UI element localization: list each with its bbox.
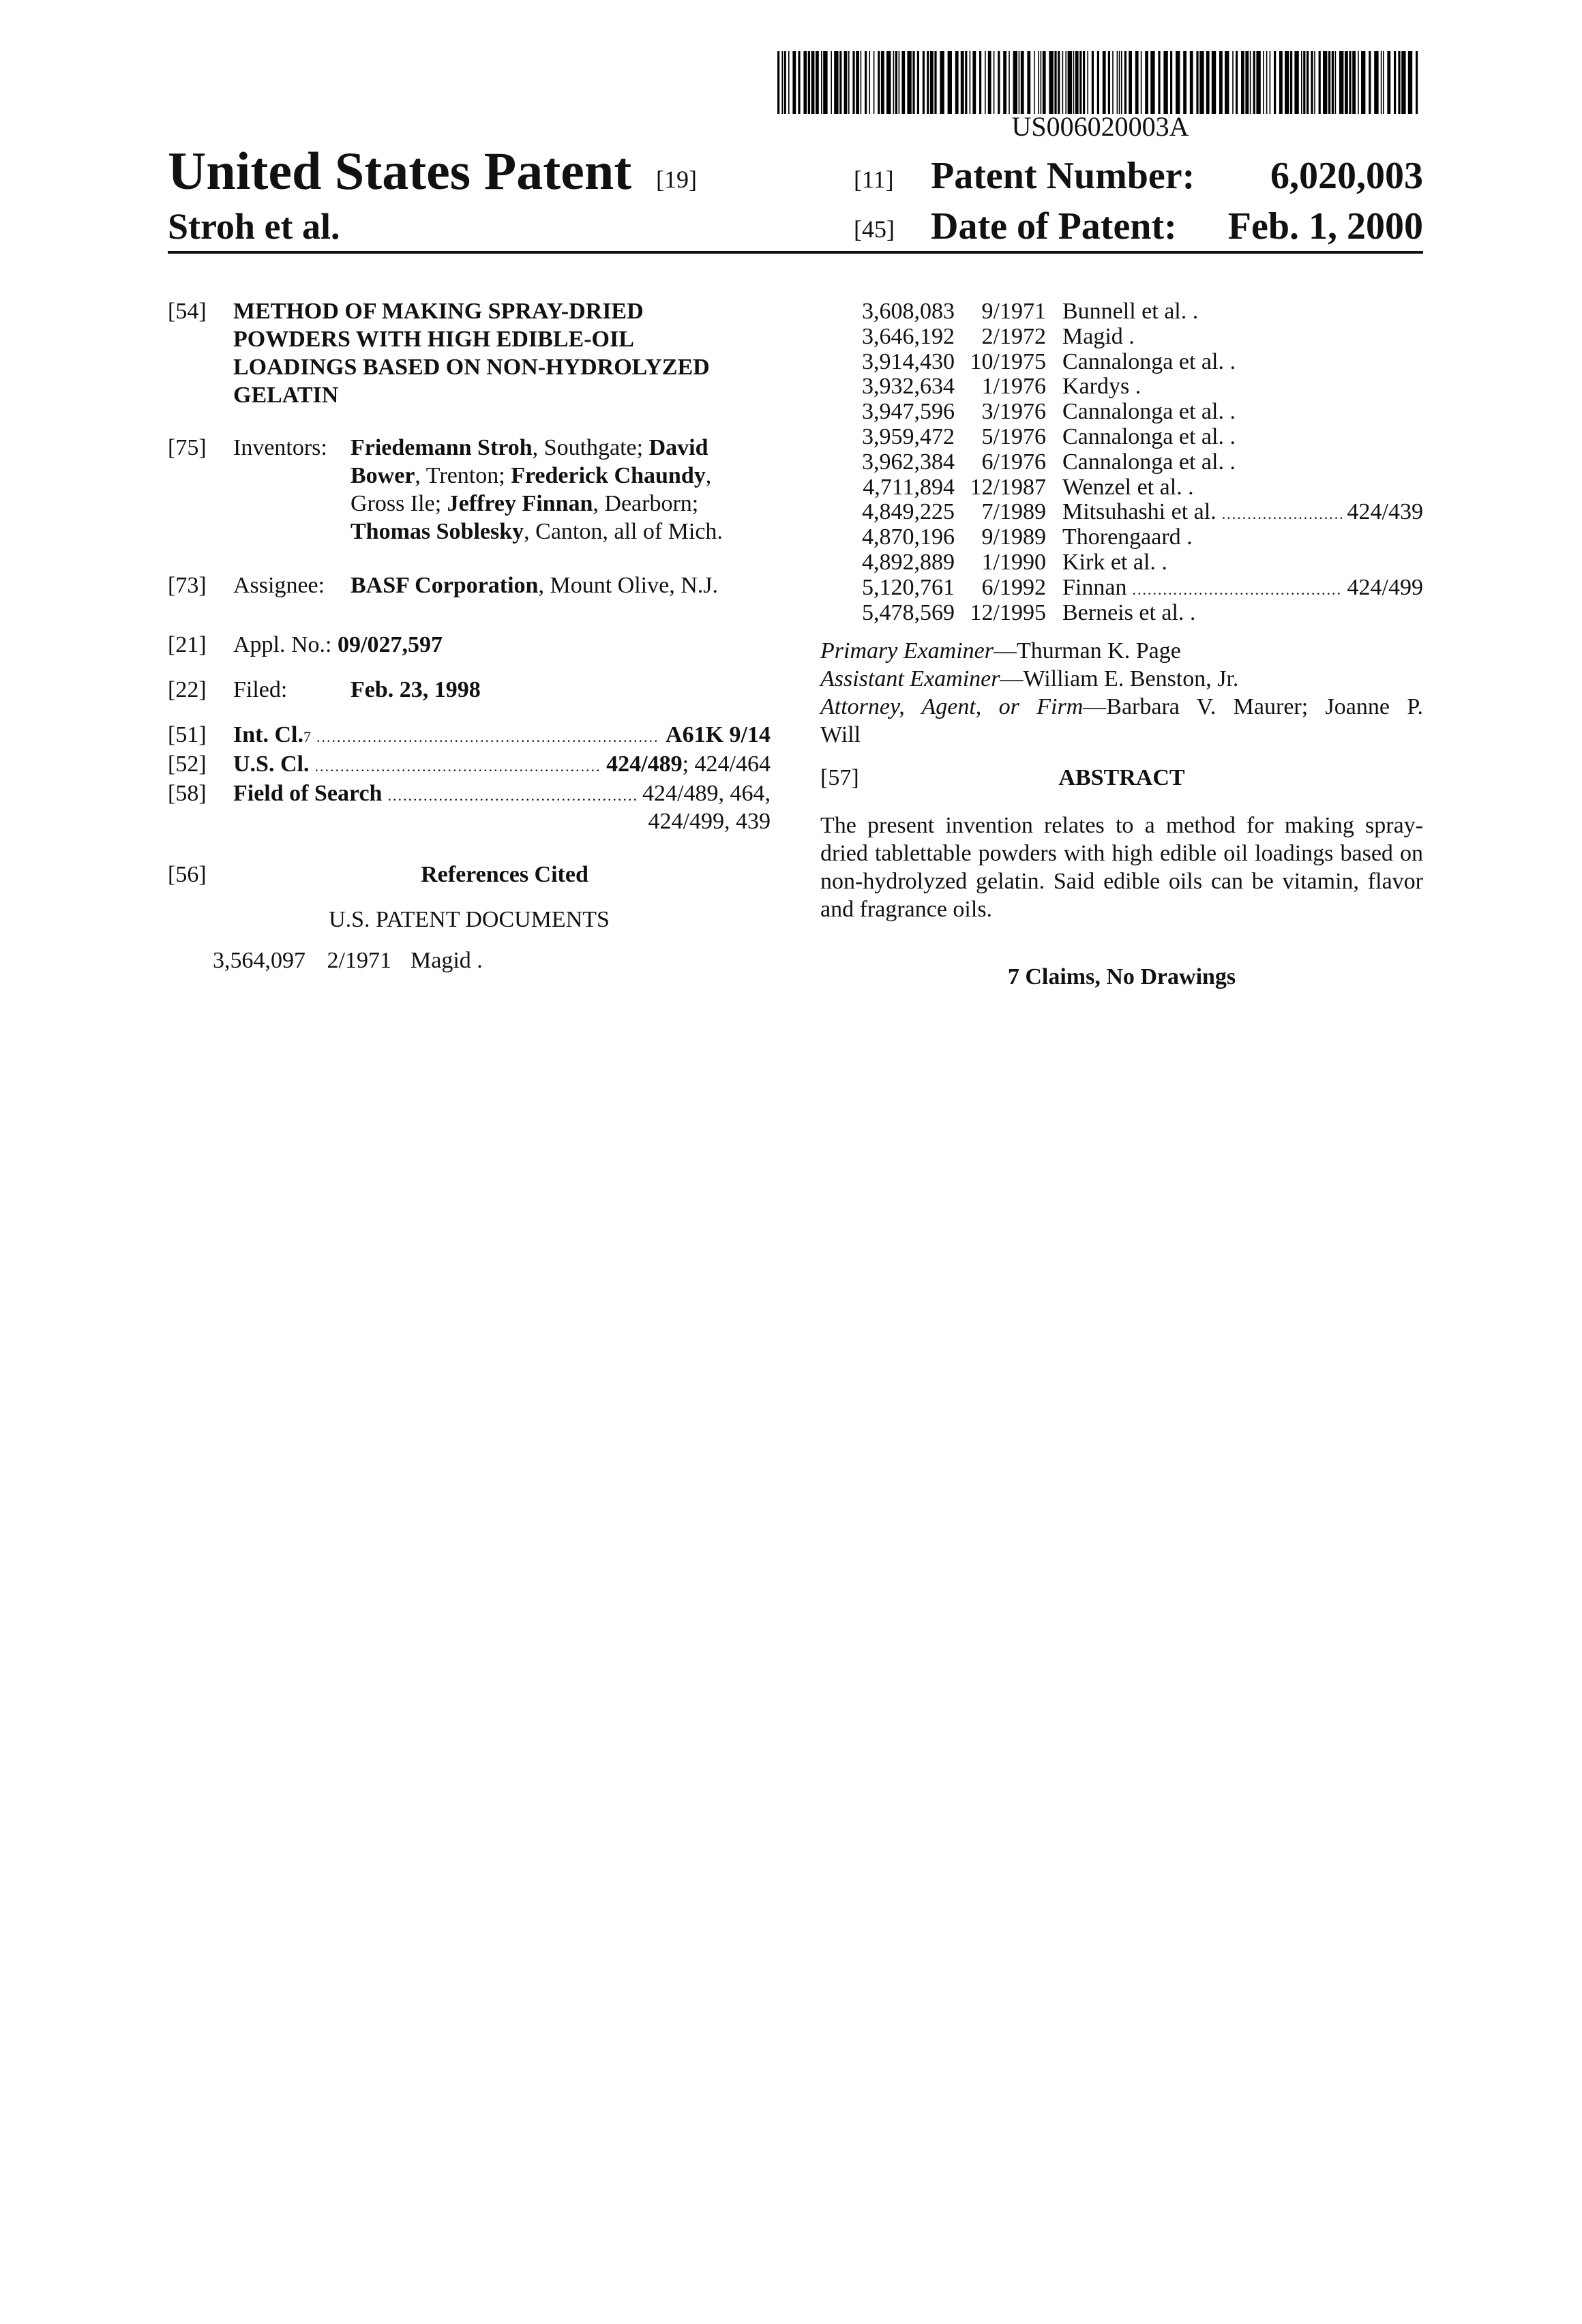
reference-row bbox=[820, 523, 1423, 548]
barcode-bar bbox=[1087, 51, 1088, 114]
invention-title bbox=[233, 297, 771, 409]
abstract-heading: ABSTRACT bbox=[968, 764, 1275, 792]
barcode-bar bbox=[861, 51, 862, 114]
assignee bbox=[350, 571, 718, 599]
reference-number: 4,892,889 bbox=[862, 548, 955, 576]
barcode-bar bbox=[1263, 51, 1264, 114]
barcode-bar bbox=[1290, 51, 1292, 114]
barcode-bar bbox=[970, 51, 971, 114]
barcode-bar bbox=[1054, 51, 1056, 114]
reference-name: Cannalonga et al. . bbox=[1062, 398, 1236, 426]
reference-row bbox=[820, 398, 1423, 423]
title-line: POWDERS WITH HIGH EDIBLE-OIL bbox=[233, 325, 771, 353]
reference-row bbox=[820, 297, 1423, 323]
reference-row bbox=[168, 947, 771, 974]
reference-row bbox=[820, 423, 1423, 448]
reference-date: 7/1989 bbox=[982, 498, 1046, 526]
appl-number: 09/027,597 bbox=[338, 632, 443, 657]
barcode-bar bbox=[934, 51, 936, 114]
reference-date: 6/1976 bbox=[982, 448, 1046, 476]
reference-date: 6/1992 bbox=[982, 573, 1046, 601]
title-line: METHOD OF MAKING SPRAY-DRIED bbox=[233, 297, 771, 325]
barcode-bar bbox=[893, 51, 895, 114]
inventor-name: Thomas Soblesky bbox=[350, 519, 524, 544]
assistant-examiner bbox=[820, 665, 1238, 693]
barcode-bar bbox=[1170, 51, 1172, 114]
barcode-bar bbox=[1199, 51, 1204, 114]
barcode-bar bbox=[1345, 51, 1348, 114]
barcode-bar bbox=[1073, 51, 1075, 114]
barcode-bar bbox=[803, 51, 807, 114]
reference-row bbox=[820, 498, 1423, 523]
reference-name: Cannalonga et al. . bbox=[1062, 423, 1236, 451]
barcode-bar bbox=[874, 51, 875, 114]
reference-row bbox=[820, 548, 1423, 573]
intcl-label: Int. Cl. bbox=[233, 721, 303, 749]
barcode-bar bbox=[1245, 51, 1249, 114]
claims-summary: 7 Claims, No Drawings bbox=[820, 963, 1423, 991]
inventors-list bbox=[350, 434, 723, 546]
reference-name: Berneis et al. . bbox=[1062, 599, 1195, 627]
inventors-line bbox=[350, 462, 723, 490]
refs-subheading: U.S. PATENT DOCUMENTS bbox=[168, 906, 771, 934]
barcode-bar bbox=[1065, 51, 1066, 114]
barcode-bar bbox=[1129, 51, 1132, 114]
reference-date: 3/1976 bbox=[982, 398, 1046, 426]
barcode-bar bbox=[1041, 51, 1042, 114]
attorney-label: Attorney, Agent, or Firm bbox=[820, 694, 1083, 719]
reference-row bbox=[820, 323, 1423, 348]
barcode-bar bbox=[788, 51, 790, 114]
filed-date: Feb. 23, 1998 bbox=[350, 676, 481, 704]
barcode-bar bbox=[1079, 51, 1081, 114]
reference-name: Bunnell et al. . bbox=[1062, 297, 1198, 325]
barcode-bar bbox=[869, 51, 870, 114]
barcode-bar bbox=[1301, 51, 1302, 114]
barcode-bar bbox=[948, 51, 952, 114]
barcode-bar bbox=[1311, 51, 1313, 114]
barcode-bar bbox=[798, 51, 800, 114]
assignee-name: BASF Corporation bbox=[350, 573, 538, 598]
barcode-bar bbox=[899, 51, 900, 114]
barcode-bar bbox=[1196, 51, 1198, 114]
barcode-bar bbox=[1021, 51, 1024, 114]
reference-date: 5/1976 bbox=[982, 423, 1046, 451]
title-line: GELATIN bbox=[233, 381, 771, 409]
inventor-location: Gross Ile; bbox=[350, 491, 447, 516]
barcode-bar bbox=[1294, 51, 1298, 114]
reference-date: 1/1990 bbox=[982, 548, 1046, 576]
barcode-bar bbox=[792, 51, 796, 114]
reference-row bbox=[820, 348, 1423, 373]
reference-name: Kirk et al. . bbox=[1062, 548, 1167, 576]
barcode-bar bbox=[895, 51, 897, 114]
barcode-bar bbox=[878, 51, 880, 114]
reference-row bbox=[820, 372, 1423, 398]
barcode-bar bbox=[1117, 51, 1118, 114]
uscl-code: [52] bbox=[168, 750, 207, 778]
assignee-label: Assignee: bbox=[233, 571, 325, 599]
reference-name: Kardys . bbox=[1062, 372, 1141, 400]
reference-number: 4,849,225 bbox=[862, 498, 955, 526]
reference-class: 424/499 bbox=[1347, 573, 1423, 601]
barcode-bar bbox=[1332, 51, 1334, 114]
barcode-bar bbox=[907, 51, 911, 114]
barcode-bar bbox=[881, 51, 884, 114]
barcode-bar bbox=[1121, 51, 1122, 114]
barcode-bar bbox=[1124, 51, 1126, 114]
barcode-bar bbox=[1319, 51, 1321, 114]
barcode-bar bbox=[777, 51, 779, 114]
barcode-bar bbox=[1394, 51, 1396, 114]
inventor-name: Jeffrey Finnan bbox=[447, 491, 593, 516]
dot-leader bbox=[387, 781, 637, 809]
attorney bbox=[820, 693, 1423, 721]
inventors-code: [75] bbox=[168, 434, 207, 462]
patent-number-code: [11] bbox=[854, 166, 894, 194]
inventor-name: Friedemann Stroh bbox=[350, 435, 533, 460]
barcode-bar bbox=[994, 51, 995, 114]
appl-field bbox=[233, 631, 443, 659]
barcode-bar bbox=[821, 51, 822, 114]
attorney-name: —Barbara V. Maurer; Joanne P. bbox=[1083, 694, 1423, 719]
reference-name: Cannalonga et al. . bbox=[1062, 348, 1236, 376]
reference-name: Finnan bbox=[1062, 573, 1126, 601]
reference-row bbox=[820, 599, 1423, 624]
barcode-bar bbox=[1075, 51, 1079, 114]
dot-leader bbox=[314, 752, 601, 780]
search-label: Field of Search bbox=[233, 779, 382, 807]
assistant-examiner-name: —William E. Benston, Jr. bbox=[1000, 666, 1238, 691]
barcode-bar bbox=[811, 51, 815, 114]
uscl-value-main: 424/489 bbox=[606, 750, 682, 778]
barcode-bar bbox=[988, 51, 991, 114]
barcode-bar bbox=[1027, 51, 1030, 114]
search-value-2: 424/499, 439 bbox=[233, 807, 771, 835]
inventors-line bbox=[350, 434, 723, 462]
search-field bbox=[233, 779, 771, 809]
reference-number: 3,564,097 bbox=[213, 947, 305, 974]
barcode-bar bbox=[1408, 51, 1412, 114]
search-code: [58] bbox=[168, 779, 207, 807]
barcode-bar bbox=[1374, 51, 1378, 114]
reference-row bbox=[820, 573, 1423, 599]
inventor-location: , Southgate; bbox=[533, 435, 649, 460]
barcode-bar bbox=[955, 51, 959, 114]
barcode-bar bbox=[1083, 51, 1085, 114]
barcode-bar bbox=[1145, 51, 1148, 114]
reference-row bbox=[820, 448, 1423, 473]
barcode-bar bbox=[1141, 51, 1142, 114]
barcode-bar bbox=[923, 51, 925, 114]
abstract-code: [57] bbox=[820, 764, 859, 792]
primary-examiner bbox=[820, 637, 1181, 665]
inventor-location: , bbox=[706, 463, 712, 488]
reference-date: 12/1987 bbox=[970, 473, 1046, 501]
barcode-bar bbox=[1383, 51, 1384, 114]
barcode-bar bbox=[1163, 51, 1167, 114]
barcode-bar bbox=[1335, 51, 1337, 114]
barcode-bar bbox=[1361, 51, 1365, 114]
title-field-code: [54] bbox=[168, 297, 207, 325]
barcode-bar bbox=[1212, 51, 1216, 114]
reference-name: Thorengaard . bbox=[1062, 523, 1193, 551]
uscl-label: U.S. Cl. bbox=[233, 750, 309, 778]
reference-number: 4,711,894 bbox=[863, 473, 955, 501]
patent-number-label: Patent Number: bbox=[931, 154, 1195, 198]
document-title: United States Patent bbox=[168, 140, 631, 202]
intcl-field: Int. Cl. 7 ..... A61K 9/14 bbox=[233, 721, 771, 751]
barcode-bar bbox=[1019, 51, 1020, 114]
barcode-bar bbox=[1398, 51, 1400, 114]
barcode-bar bbox=[816, 51, 819, 114]
barcode-bar bbox=[1349, 51, 1351, 114]
barcode-bar bbox=[1206, 51, 1210, 114]
appl-label: Appl. No.: bbox=[233, 632, 332, 657]
barcode-bar bbox=[831, 51, 832, 114]
date-code: [45] bbox=[854, 215, 895, 243]
assignee-location: , Mount Olive, N.J. bbox=[538, 573, 718, 598]
barcode-bar bbox=[834, 51, 838, 114]
reference-date: 2/1972 bbox=[982, 323, 1046, 351]
barcode-bar bbox=[965, 51, 967, 114]
barcode-bar bbox=[1274, 51, 1276, 114]
refs-code: [56] bbox=[168, 861, 207, 889]
barcode-bar bbox=[1250, 51, 1251, 114]
inventor-name: Bower bbox=[350, 463, 415, 488]
barcode-bar bbox=[1058, 51, 1060, 114]
barcode-bar bbox=[784, 51, 786, 114]
barcode-bar bbox=[961, 51, 964, 114]
barcode-bar bbox=[1285, 51, 1289, 114]
refs-heading: References Cited bbox=[307, 861, 702, 889]
barcode-bar bbox=[808, 51, 810, 114]
reference-date: 9/1971 bbox=[982, 297, 1046, 325]
barcode-bar bbox=[1003, 51, 1006, 114]
reference-date: 10/1975 bbox=[970, 348, 1046, 376]
reference-number: 3,608,083 bbox=[862, 297, 955, 325]
barcode-bar bbox=[839, 51, 841, 114]
barcode-bar bbox=[1241, 51, 1244, 114]
reference-name: Mitsuhashi et al. bbox=[1062, 498, 1217, 526]
barcode-bar bbox=[1225, 51, 1229, 114]
primary-examiner-label: Primary Examiner bbox=[820, 638, 994, 664]
reference-number: 3,962,384 bbox=[862, 448, 955, 476]
barcode-bar bbox=[865, 51, 867, 114]
title-line: LOADINGS BASED ON NON-HYDROLYZED bbox=[233, 353, 771, 381]
barcode-bar bbox=[1256, 51, 1260, 114]
barcode-bar bbox=[1381, 51, 1382, 114]
reference-name: Wenzel et al. . bbox=[1062, 473, 1194, 501]
dot-leader bbox=[316, 723, 660, 751]
uscl-value-rest: ; 424/464 bbox=[683, 750, 771, 778]
reference-number: 5,120,761 bbox=[862, 573, 955, 601]
inventor-name: Frederick Chaundy bbox=[511, 463, 706, 488]
barcode-bar bbox=[917, 51, 919, 114]
barcode-bar bbox=[1232, 51, 1234, 114]
barcode-bar bbox=[1401, 51, 1405, 114]
barcode-bar bbox=[927, 51, 929, 114]
barcode-bar bbox=[1183, 51, 1186, 114]
reference-date: 12/1995 bbox=[970, 599, 1046, 627]
patent-number: 6,020,003 bbox=[1270, 154, 1423, 198]
inventors-line bbox=[350, 518, 723, 546]
barcode-bar bbox=[1387, 51, 1390, 114]
barcode-bar bbox=[1009, 51, 1010, 114]
barcode-bar bbox=[1097, 51, 1099, 114]
barcode-bar bbox=[1150, 51, 1154, 114]
barcode-bar bbox=[781, 51, 783, 114]
barcode-bar bbox=[912, 51, 914, 114]
barcode-bar bbox=[1062, 51, 1064, 114]
intcl-code: [51] bbox=[168, 721, 207, 749]
barcode-bar bbox=[940, 51, 944, 114]
barcode-bar bbox=[1303, 51, 1305, 114]
barcode-bar bbox=[1314, 51, 1315, 114]
reference-name: Magid . bbox=[411, 947, 483, 974]
attorney-continued: Will bbox=[820, 721, 861, 749]
reference-number: 5,478,569 bbox=[862, 599, 955, 627]
barcode-bar bbox=[1013, 51, 1017, 114]
barcode-bar bbox=[1219, 51, 1223, 114]
filed-code: [22] bbox=[168, 676, 207, 704]
barcode-bar bbox=[985, 51, 986, 114]
reference-number: 3,959,472 bbox=[862, 423, 955, 451]
barcode-bar bbox=[1176, 51, 1180, 114]
barcode-bar bbox=[1049, 51, 1053, 114]
inventor-name: David bbox=[649, 435, 708, 460]
barcode-bar bbox=[1103, 51, 1106, 114]
barcode-bar bbox=[852, 51, 854, 114]
assignee-code: [73] bbox=[168, 571, 207, 599]
barcode-bar bbox=[930, 51, 934, 114]
uscl-field bbox=[233, 750, 771, 780]
barcode-bar bbox=[1358, 51, 1359, 114]
filed-label: Filed: bbox=[233, 676, 287, 704]
assistant-examiner-label: Assistant Examiner bbox=[820, 666, 1000, 691]
reference-name: Magid . bbox=[1062, 323, 1135, 351]
reference-date: 2/1971 bbox=[327, 947, 391, 974]
inventor-short: Stroh et al. bbox=[168, 205, 340, 248]
barcode-bar bbox=[979, 51, 981, 114]
barcode-bar bbox=[1112, 51, 1114, 114]
reference-number: 3,914,430 bbox=[862, 348, 955, 376]
barcode-bar bbox=[1158, 51, 1160, 114]
title-code: [19] bbox=[656, 166, 697, 194]
barcode-bar bbox=[1279, 51, 1283, 114]
reference-date: 1/1976 bbox=[982, 372, 1046, 400]
barcode-bar bbox=[1369, 51, 1371, 114]
barcode-bar bbox=[1253, 51, 1255, 114]
barcode bbox=[777, 51, 1423, 114]
barcode-bar bbox=[1119, 51, 1120, 114]
inventor-location: , Canton, all of Mich. bbox=[524, 519, 723, 544]
barcode-bar bbox=[1339, 51, 1343, 114]
barcode-bar bbox=[848, 51, 850, 114]
search-value-1: 424/489, 464, bbox=[642, 779, 771, 807]
barcode-bar bbox=[1416, 51, 1418, 114]
barcode-bar bbox=[823, 51, 827, 114]
primary-examiner-name: —Thurman K. Page bbox=[994, 638, 1181, 664]
barcode-bar bbox=[901, 51, 905, 114]
inventor-location: , Trenton; bbox=[415, 463, 511, 488]
barcode-bar bbox=[1043, 51, 1046, 114]
barcode-bar bbox=[1323, 51, 1327, 114]
barcode-bar bbox=[1266, 51, 1268, 114]
reference-date: 9/1989 bbox=[982, 523, 1046, 551]
header-rule bbox=[168, 251, 1423, 254]
reference-class: 424/439 bbox=[1347, 498, 1423, 526]
barcode-bar bbox=[1034, 51, 1035, 114]
patent-date: Feb. 1, 2000 bbox=[1228, 205, 1423, 248]
barcode-bar bbox=[844, 51, 848, 114]
inventor-location: , Dearborn; bbox=[593, 491, 698, 516]
reference-number: 4,870,196 bbox=[862, 523, 955, 551]
barcode-bar bbox=[1328, 51, 1330, 114]
reference-number: 3,646,192 bbox=[862, 323, 955, 351]
reference-row bbox=[820, 473, 1423, 498]
barcode-bar bbox=[1038, 51, 1039, 114]
barcode-bar bbox=[1352, 51, 1356, 114]
barcode-bar bbox=[1135, 51, 1139, 114]
abstract-text: The present invention relates to a method for making spray-dried tablettable powders with high edible oil loadings based on non-hydrolyzed gelatin. Said edible oils can be vitamin, flavor and fragrance oils. bbox=[820, 811, 1423, 923]
reference-name: Cannalonga et al. . bbox=[1062, 448, 1236, 476]
reference-number: 3,947,596 bbox=[862, 398, 955, 426]
barcode-bar bbox=[886, 51, 891, 114]
barcode-bar bbox=[1270, 51, 1271, 114]
appl-code: [21] bbox=[168, 631, 207, 659]
barcode-bar bbox=[1307, 51, 1309, 114]
barcode-bar bbox=[1108, 51, 1110, 114]
barcode-bar bbox=[1190, 51, 1193, 114]
barcode-number: US006020003A bbox=[777, 110, 1423, 143]
intcl-value: A61K 9/14 bbox=[666, 721, 771, 749]
reference-number: 3,932,634 bbox=[862, 372, 955, 400]
barcode-bar bbox=[1092, 51, 1094, 114]
barcode-bar bbox=[1236, 51, 1238, 114]
barcode-bar bbox=[998, 51, 1000, 114]
inventors-label: Inventors: bbox=[233, 434, 327, 462]
barcode-bar bbox=[972, 51, 976, 114]
barcode-bar bbox=[856, 51, 859, 114]
date-label: Date of Patent: bbox=[931, 205, 1177, 248]
barcode-bar bbox=[1068, 51, 1072, 114]
inventors-line bbox=[350, 490, 723, 518]
